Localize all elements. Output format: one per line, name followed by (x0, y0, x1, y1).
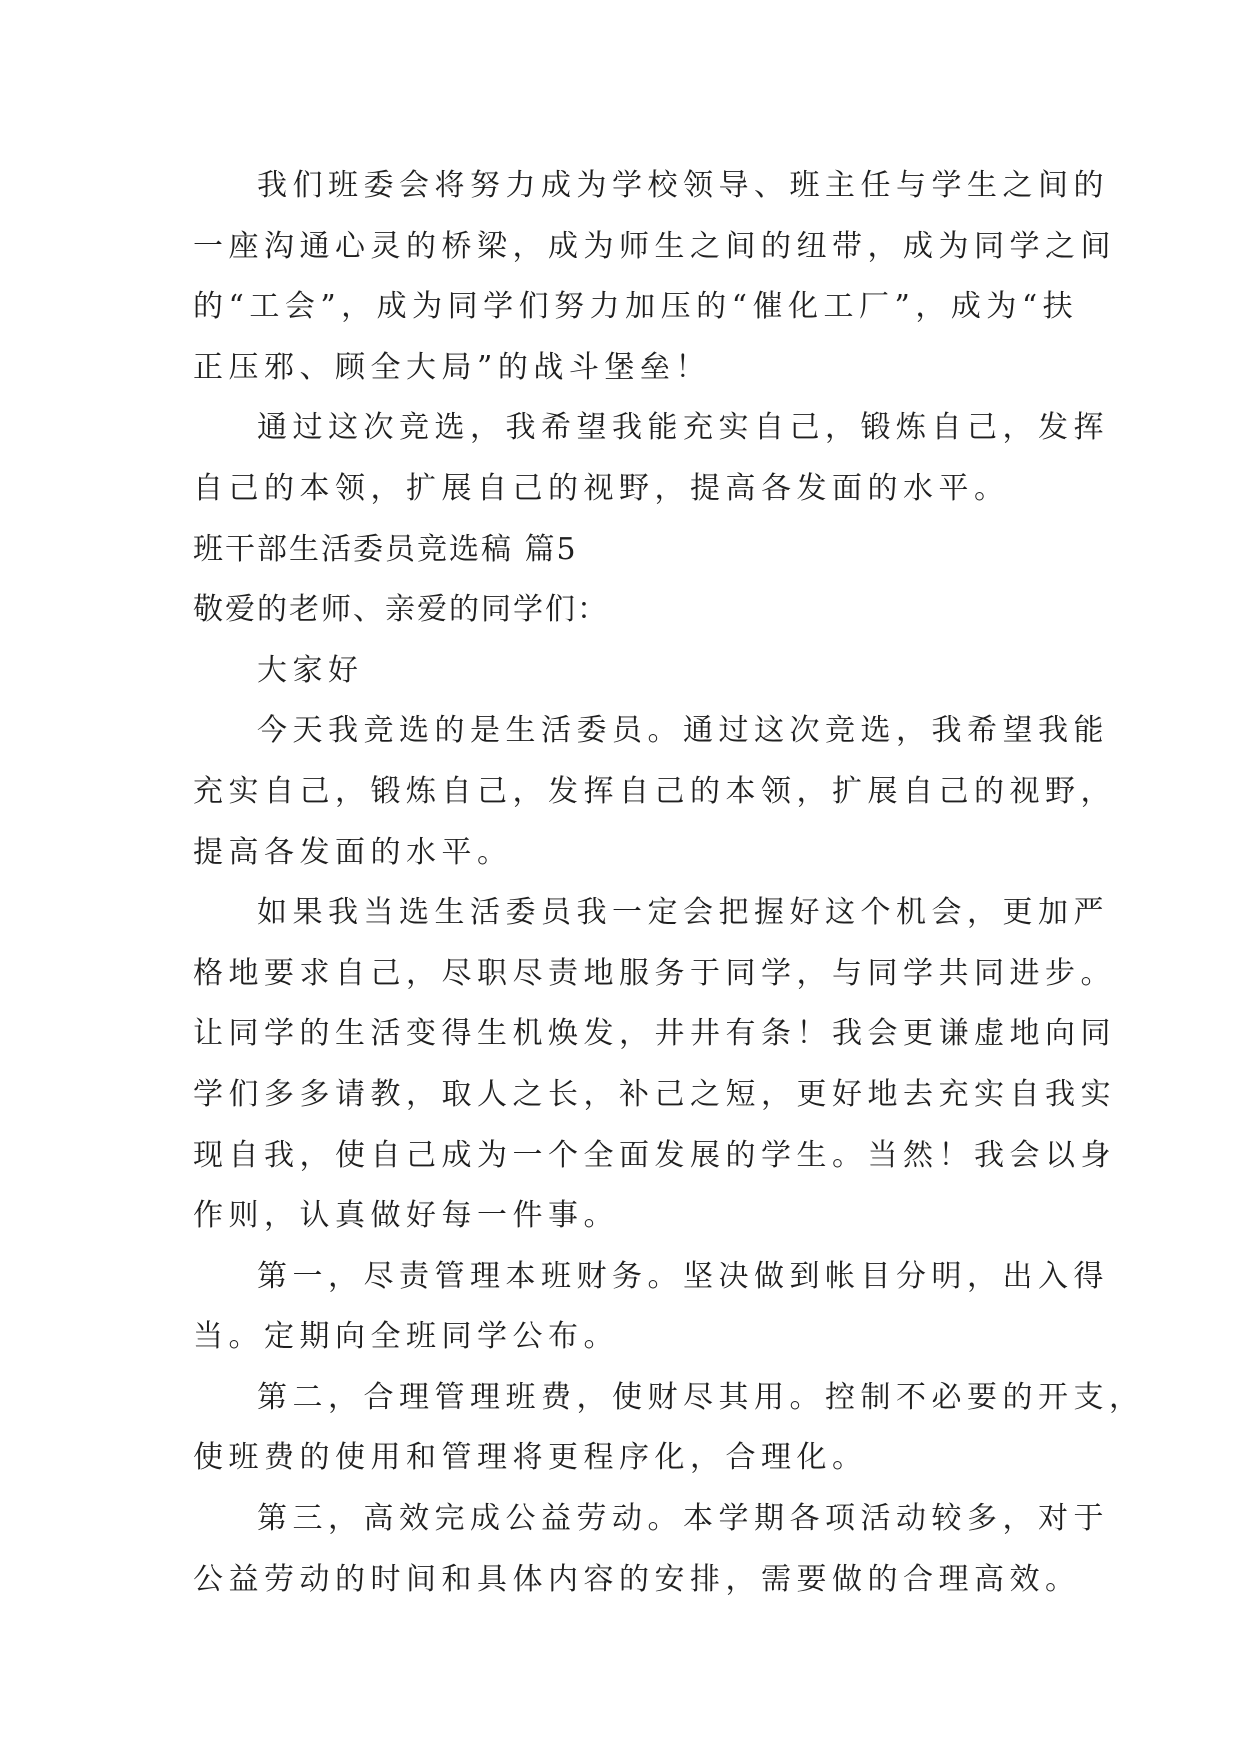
section-heading (193, 520, 1053, 581)
text-line: 提高各发面的水平。 (193, 834, 513, 870)
text-line: 作则，认真做好每一件事。 (193, 1198, 619, 1234)
text-line: 我们班委会将努力成为学校领导、班主任与学生之间的 (257, 168, 1109, 203)
text-line: 今天我竞选的是生活委员。通过这次竞选，我希望我能 (257, 713, 1109, 749)
text-line: 第二，合理管理班费，使财尽其用。控制不必要的开支， (257, 1379, 1145, 1415)
text-line: 公益劳动的时间和具体内容的安排，需要做的合理高效。 (193, 1561, 1081, 1597)
text-line: 第三，高效完成公益劳动。本学期各项活动较多，对于 (257, 1501, 1109, 1537)
text-line: 使班费的使用和管理将更程序化，合理化。 (193, 1440, 868, 1476)
text-line: 一座沟通心灵的桥梁，成为师生之间的纽带，成为同学之间 (193, 228, 1116, 264)
paragraph (193, 701, 1116, 883)
text-line: 第一，尽责管理本班财务。坚决做到帐目分明，出入得 (257, 1258, 1109, 1294)
text-line: 充实自己，锻炼自己，发挥自己的本领，扩展自己的视野， (193, 773, 1116, 809)
text-line: 格地要求自己，尽职尽责地服务于同学，与同学共同进步。 (193, 955, 1116, 991)
greeting-text: 大家好 (257, 652, 364, 688)
paragraph (193, 1489, 1109, 1610)
text-line: 的“工会”，成为同学们努力加压的“催化工厂”，成为“扶 (193, 289, 1079, 325)
text-line: 自己的本领，扩展自己的视野，提高各发面的水平。 (193, 470, 1010, 506)
text-line: 正压邪、顾全大局”的战斗堡垒！ (193, 349, 711, 385)
text-line: 现自我，使自己成为一个全面发展的学生。当然！我会以身 (193, 1137, 1116, 1173)
text-line: 通过这次竞选，我希望我能充实自己，锻炼自己，发挥 (257, 410, 1109, 446)
greeting (193, 641, 1053, 702)
document-body (193, 156, 1145, 1610)
salutation-text: 敬爱的老师、亲爱的同学们： (193, 592, 609, 628)
text-line: 让同学的生活变得生机焕发，井井有条！我会更谦虚地向同 (193, 1016, 1116, 1052)
paragraph (193, 883, 1116, 1247)
text-line: 学们多多请教，取人之长，补己之短，更好地去充实自我实 (193, 1076, 1116, 1112)
text-line: 如果我当选生活委员我一定会把握好这个机会，更加严 (257, 895, 1109, 931)
text-line: 当。定期向全班同学公布。 (193, 1319, 619, 1355)
paragraph (193, 398, 1109, 519)
heading-text: 班干部生活委员竞选稿 篇5 (193, 531, 578, 567)
paragraph (193, 156, 1116, 398)
paragraph (193, 1368, 1145, 1489)
salutation (193, 580, 1053, 641)
paragraph (193, 1247, 1109, 1368)
